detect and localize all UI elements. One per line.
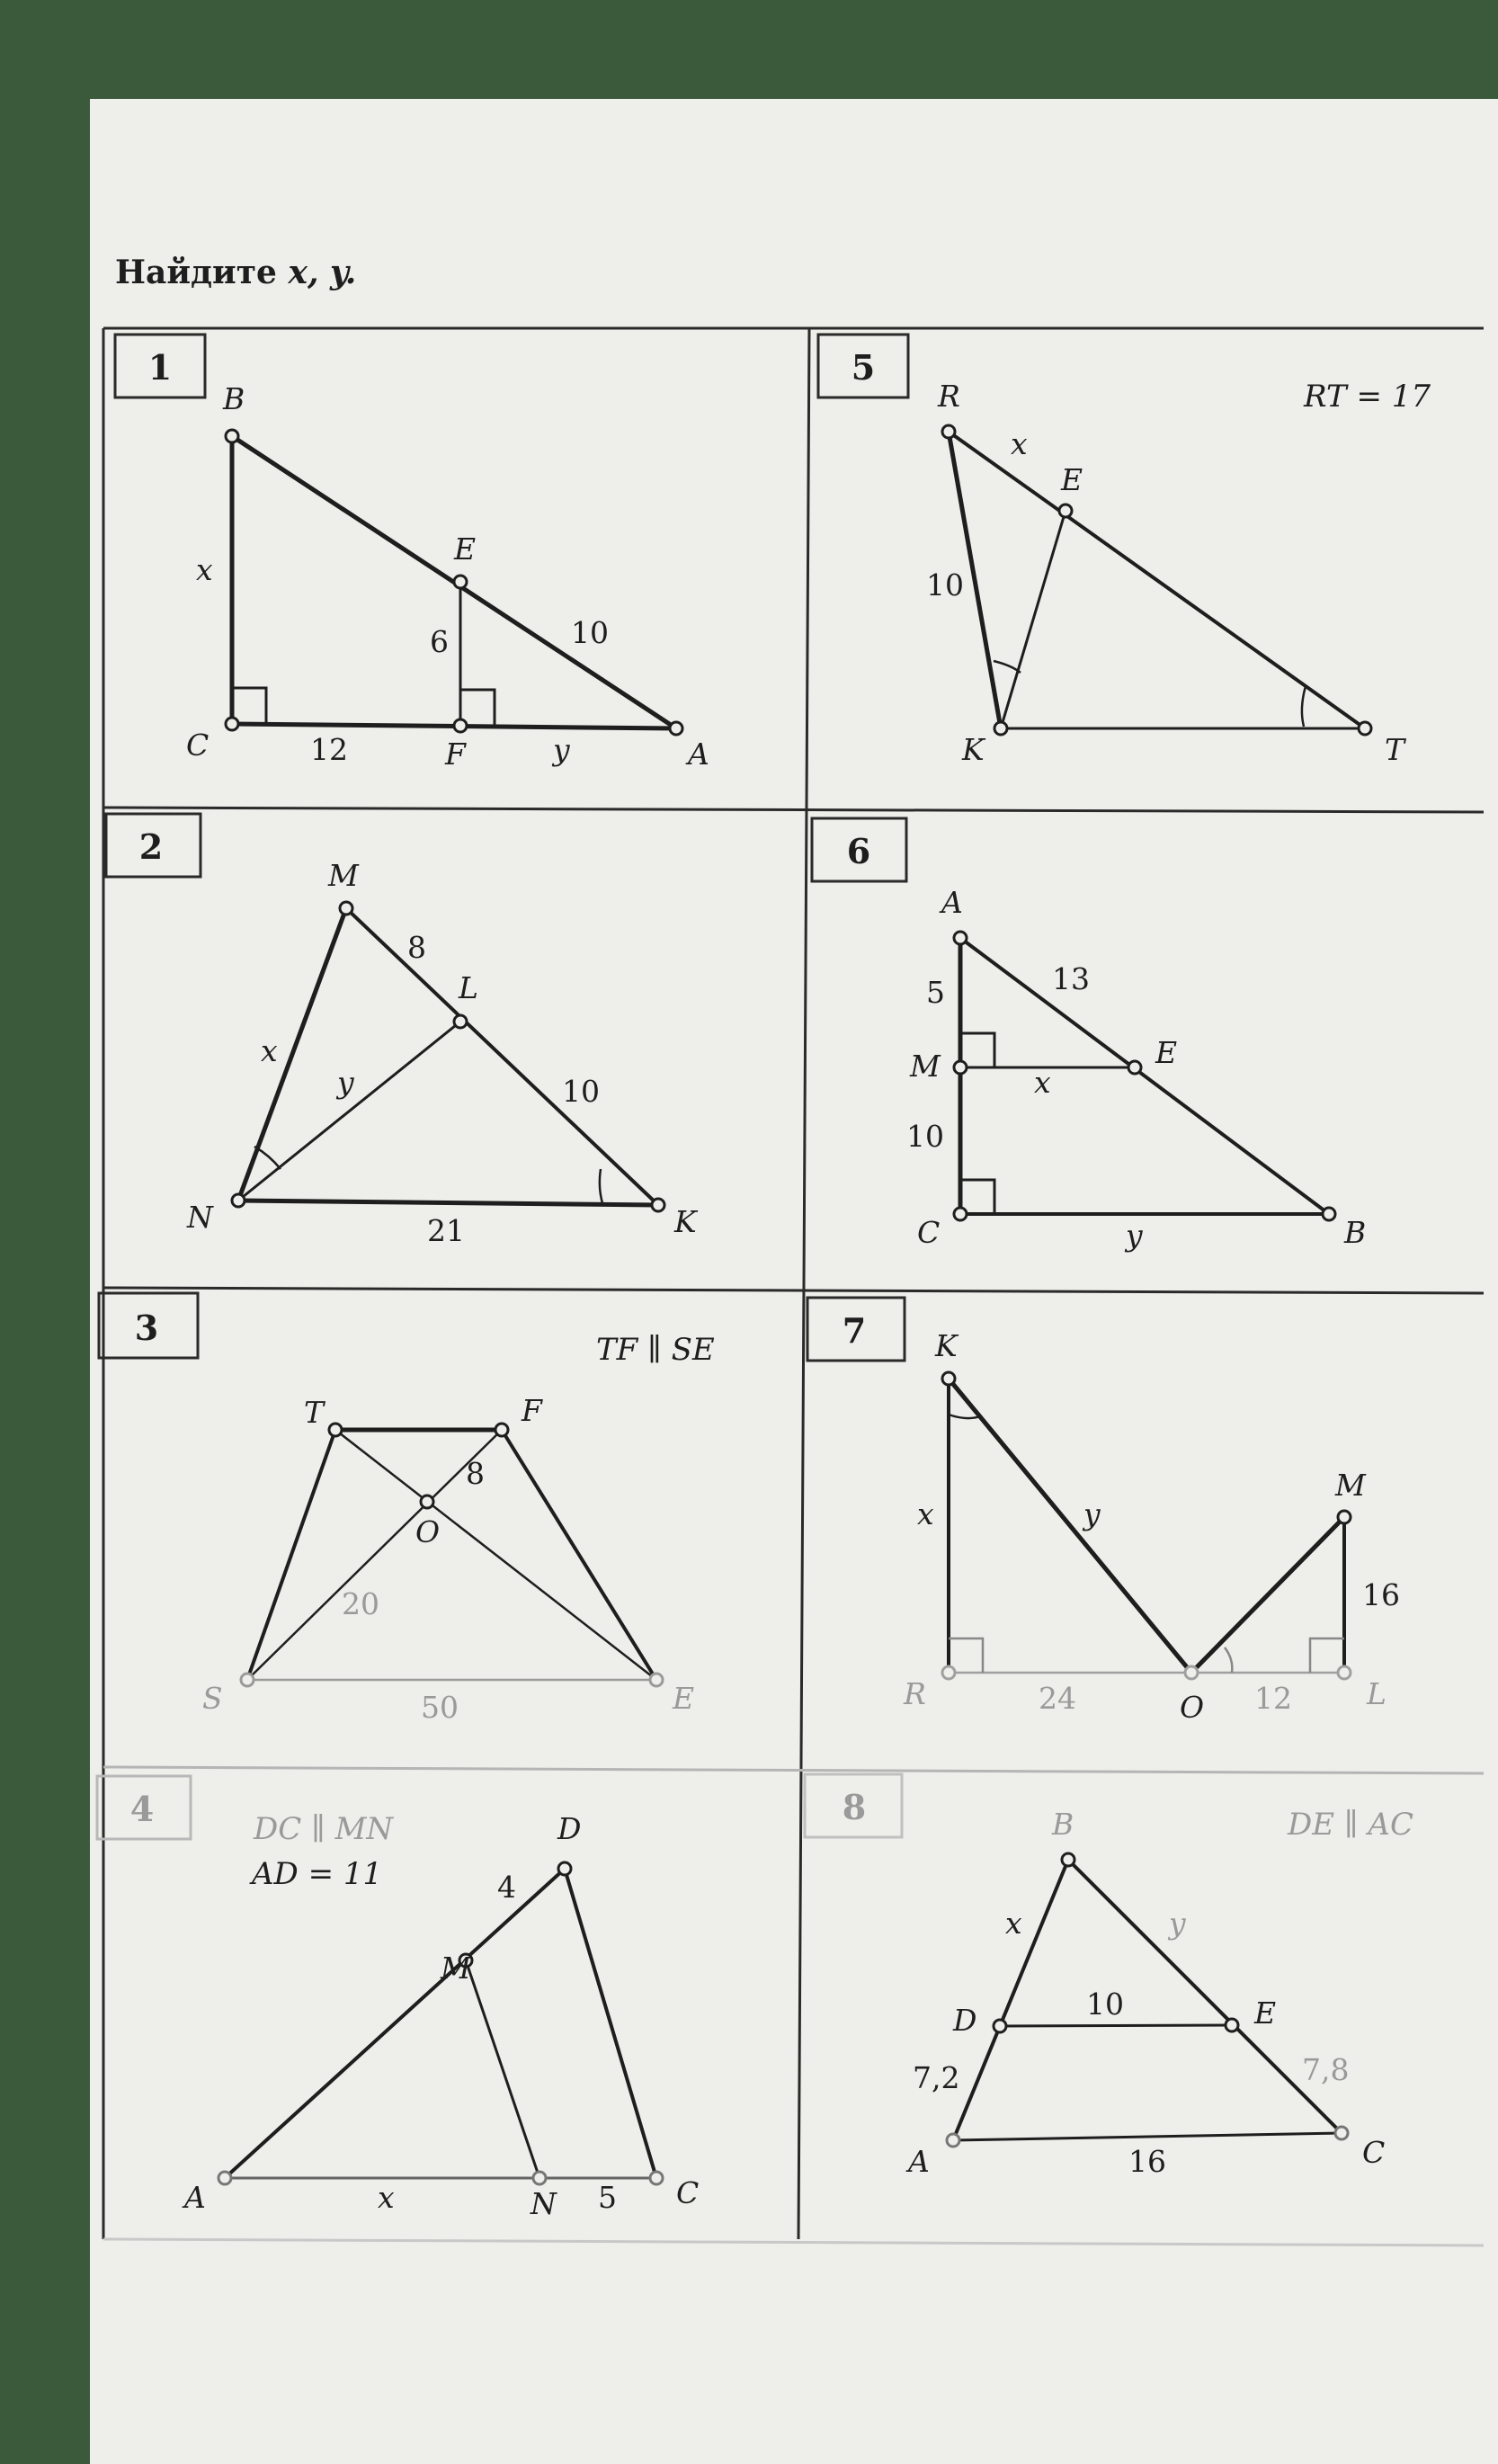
segment-TE xyxy=(335,1430,656,1680)
value-y: y xyxy=(1126,1218,1143,1253)
value-y: y xyxy=(1169,1906,1186,1941)
problem-3 xyxy=(99,1293,715,1725)
point-K xyxy=(942,1372,955,1385)
label-L: L xyxy=(459,970,478,1005)
label-L: L xyxy=(1367,1676,1387,1711)
segment-AC xyxy=(953,2133,1342,2140)
condition-text: DE ∥ AC xyxy=(1288,1807,1413,1843)
problem-2 xyxy=(106,814,699,1248)
label-A: A xyxy=(941,885,963,920)
segment-AB xyxy=(960,938,1329,1214)
problem-number: 1 xyxy=(147,347,173,388)
grid-row-line-1 xyxy=(103,808,1484,812)
label-T: T xyxy=(304,1395,325,1430)
point-E xyxy=(1128,1061,1141,1074)
point-R xyxy=(942,1666,955,1679)
problem-8 xyxy=(805,1774,1413,2179)
point-L xyxy=(454,1015,467,1028)
value-MC: 10 xyxy=(906,1119,944,1154)
segment-BA xyxy=(953,1860,1068,2140)
point-M xyxy=(954,1061,967,1074)
label-B: B xyxy=(1344,1215,1367,1250)
label-E: E xyxy=(1155,1035,1178,1070)
label-B: B xyxy=(1052,1807,1074,1842)
task-heading-text: Найдите xyxy=(115,254,289,291)
problem-number: 7 xyxy=(842,1310,867,1351)
point-E xyxy=(454,576,467,588)
angle-arc-K xyxy=(994,661,1021,673)
segment-FE xyxy=(502,1430,656,1680)
angle-arc-K xyxy=(949,1415,980,1418)
value-NC: 5 xyxy=(598,2180,617,2215)
label-M: M xyxy=(328,858,359,893)
value-x: x xyxy=(1034,1065,1051,1100)
problem-5 xyxy=(818,335,1431,767)
point-M xyxy=(340,902,352,915)
point-K xyxy=(994,722,1007,735)
label-E: E xyxy=(1254,1995,1277,2031)
point-C xyxy=(954,1208,967,1220)
label-E: E xyxy=(1061,462,1083,497)
value-AC: 16 xyxy=(1128,2144,1166,2179)
point-C xyxy=(1335,2127,1348,2139)
label-T: T xyxy=(1385,732,1405,767)
label-A: A xyxy=(908,2144,930,2179)
segment-NK xyxy=(238,1201,658,1205)
segment-KE xyxy=(1001,511,1066,728)
point-A xyxy=(954,932,967,944)
value-NK: 21 xyxy=(427,1213,465,1248)
point-A xyxy=(218,2172,231,2184)
value-EF: 6 xyxy=(430,624,449,659)
value-AM: 5 xyxy=(926,975,945,1010)
point-O xyxy=(1185,1666,1198,1679)
value-x: x xyxy=(196,552,213,587)
value-x: x xyxy=(1005,1906,1022,1941)
value-SE: 50 xyxy=(421,1690,459,1725)
segment-MK xyxy=(346,908,658,1205)
point-A xyxy=(670,722,682,735)
point-R xyxy=(942,425,955,438)
value-OL: 12 xyxy=(1254,1681,1292,1716)
point-N xyxy=(533,2172,546,2184)
value-EC: 7,8 xyxy=(1302,2052,1350,2087)
label-D: D xyxy=(557,1811,582,1846)
problem-1 xyxy=(115,335,709,772)
value-x: x xyxy=(1011,426,1028,461)
value-AE: 13 xyxy=(1052,961,1090,996)
grid-row-line-2 xyxy=(103,1288,1484,1293)
value-y: y xyxy=(337,1065,354,1100)
point-M xyxy=(1338,1511,1351,1523)
problem-number: 3 xyxy=(134,1308,159,1348)
problem-4 xyxy=(97,1776,699,2221)
label-R: R xyxy=(938,379,960,414)
grid-row-line-3 xyxy=(103,1767,1484,1773)
problem-number: 4 xyxy=(129,1789,155,1829)
point-T xyxy=(329,1424,342,1436)
point-E xyxy=(1059,504,1072,517)
segment-DC xyxy=(565,1869,656,2178)
point-B xyxy=(1323,1208,1335,1220)
condition-text: DC ∥ MN xyxy=(254,1811,394,1847)
segment-AD xyxy=(225,1869,565,2178)
label-M: M xyxy=(1335,1468,1366,1503)
label-M: M xyxy=(910,1049,941,1084)
value-CF: 12 xyxy=(310,732,348,767)
point-B xyxy=(1062,1853,1074,1866)
task-heading-variables: x, y. xyxy=(288,254,357,291)
value-y: y xyxy=(553,732,570,767)
value-y: y xyxy=(1083,1496,1101,1531)
value-x: x xyxy=(261,1033,278,1068)
point-S xyxy=(241,1674,254,1686)
point-C xyxy=(650,2172,663,2184)
point-F xyxy=(454,719,467,732)
label-N: N xyxy=(187,1200,213,1235)
label-S: S xyxy=(202,1681,223,1716)
label-N: N xyxy=(531,2186,557,2221)
segment-DE xyxy=(1000,2025,1232,2026)
value-MD: 4 xyxy=(497,1870,516,1905)
condition-text-2: AD = 11 xyxy=(252,1856,383,1892)
label-O: O xyxy=(1180,1690,1205,1725)
point-D xyxy=(558,1862,571,1875)
label-F: F xyxy=(445,737,466,772)
label-D: D xyxy=(953,2003,977,2038)
value-FO: 8 xyxy=(466,1456,485,1491)
label-C: C xyxy=(186,728,210,763)
problem-7 xyxy=(807,1298,1400,1725)
segment-KO xyxy=(949,1379,1191,1673)
label-O: O xyxy=(415,1514,441,1549)
label-C: C xyxy=(676,2175,700,2210)
point-F xyxy=(495,1424,508,1436)
label-B: B xyxy=(223,381,245,416)
value-DE: 10 xyxy=(1086,1986,1124,2022)
condition-text: RT = 17 xyxy=(1304,379,1431,415)
label-K: K xyxy=(935,1328,958,1363)
angle-arc-K xyxy=(600,1169,602,1203)
point-K xyxy=(652,1199,664,1211)
problem-6 xyxy=(812,818,1366,1253)
value-RK: 10 xyxy=(926,567,964,603)
grid-row-line-4 xyxy=(103,2239,1484,2245)
point-O xyxy=(421,1495,433,1508)
value-LK: 10 xyxy=(562,1074,600,1109)
angle-arc-T xyxy=(1302,686,1306,727)
angle-arc-N xyxy=(254,1147,281,1169)
point-N xyxy=(232,1194,245,1207)
segment-OM xyxy=(1191,1517,1344,1673)
value-ML: 16 xyxy=(1362,1577,1400,1612)
segment-RT xyxy=(949,432,1365,728)
point-D xyxy=(994,2020,1006,2032)
value-x: x xyxy=(378,2180,395,2215)
angle-arc-O xyxy=(1225,1647,1232,1673)
point-T xyxy=(1359,722,1371,735)
value-RO: 24 xyxy=(1039,1681,1076,1716)
value-EA: 10 xyxy=(571,615,609,650)
problem-number: 8 xyxy=(842,1787,867,1827)
problem-number: 2 xyxy=(138,826,164,867)
problem-number: 6 xyxy=(846,831,871,871)
value-x: x xyxy=(917,1496,934,1531)
segment-MN xyxy=(466,1960,539,2178)
label-F: F xyxy=(522,1393,542,1428)
label-E: E xyxy=(673,1681,695,1716)
label-K: K xyxy=(962,732,985,767)
point-L xyxy=(1338,1666,1351,1679)
point-E xyxy=(1226,2019,1238,2031)
segment-TS xyxy=(247,1430,335,1680)
label-C: C xyxy=(1362,2135,1386,2170)
label-C: C xyxy=(917,1215,941,1250)
value-SO: 20 xyxy=(342,1586,379,1621)
label-R: R xyxy=(904,1676,926,1711)
problem-number: 5 xyxy=(851,347,876,388)
point-B xyxy=(226,430,238,442)
condition-text: TF ∥ SE xyxy=(596,1332,715,1368)
label-K: K xyxy=(674,1204,697,1239)
grid-divider-vertical xyxy=(798,328,809,2239)
point-E xyxy=(650,1674,663,1686)
segment-FS xyxy=(247,1430,502,1680)
label-A: A xyxy=(688,737,709,772)
point-A xyxy=(947,2134,959,2147)
point-C xyxy=(226,718,238,730)
label-M: M xyxy=(441,1951,471,1986)
value-DA: 7,2 xyxy=(913,2060,960,2095)
value-ML: 8 xyxy=(407,930,426,965)
label-A: A xyxy=(184,2180,206,2215)
label-E: E xyxy=(454,531,477,567)
